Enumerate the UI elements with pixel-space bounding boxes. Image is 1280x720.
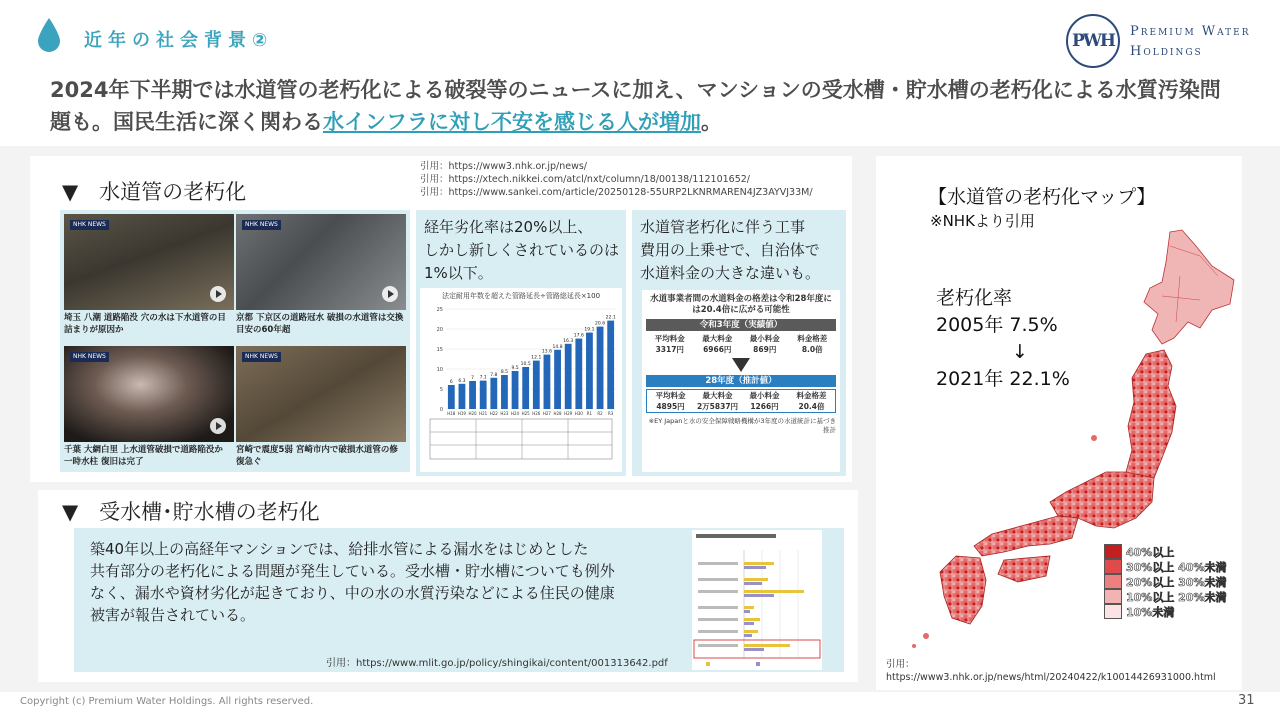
x-tick-label: H18 bbox=[447, 411, 456, 416]
legend-swatch bbox=[1104, 574, 1122, 589]
bar bbox=[459, 384, 466, 409]
tanks-reference: 引用：https://www.mlit.go.jp/policy/shingikai/content/001313642.pdf bbox=[326, 658, 668, 669]
aging-rate-summary: 老朽化率 2005年 7.5% ↓ 2021年 22.1% bbox=[936, 287, 1070, 390]
chart-sub-table bbox=[430, 419, 612, 459]
aging-rate-chart bbox=[420, 288, 622, 472]
r28-label: 28年度（推計値） bbox=[646, 375, 836, 387]
bar bbox=[565, 344, 572, 409]
bar bbox=[575, 339, 582, 409]
aging-rate-text: 経年劣化率は20%以上、 しかし新しくされているのは 1%以下。 bbox=[424, 218, 620, 282]
chart-title: 法定耐用年数を超えた管路延長÷管路総延長×100 bbox=[441, 292, 601, 300]
x-tick-label: H29 bbox=[564, 411, 573, 416]
y-tick-label: 20 bbox=[436, 327, 443, 333]
legend-item bbox=[1104, 544, 1244, 559]
tanks-body: 築40年以上の高経年マンションでは、給排水管による漏水をはじめとした 共有部分の老朽化による問題が発生している。受水槽・貯水槽についても例外 なく、漏水や資材劣化が起きており、中の水の水質汚染などによる住民の健康 被害が報告されている。 bbox=[90, 540, 615, 624]
bar bbox=[490, 378, 497, 409]
tank-chart-graphic bbox=[692, 530, 822, 670]
fee-table-title: 水道事業者間の水道料金の格差は令和28年度には20.4倍に広がる可能性 bbox=[650, 294, 832, 315]
bar-value-label: 12.1 bbox=[531, 355, 542, 361]
down-arrow: ↓ bbox=[1012, 341, 1028, 363]
x-tick-label: H28 bbox=[553, 411, 562, 416]
y-tick-label: 15 bbox=[436, 347, 443, 353]
bar bbox=[597, 327, 604, 409]
legend-item bbox=[1104, 604, 1244, 619]
bar bbox=[512, 371, 519, 409]
water-drop-icon bbox=[38, 18, 60, 52]
x-tick-label: H24 bbox=[511, 411, 520, 416]
x-tick-label: R3 bbox=[608, 411, 614, 416]
x-tick-label: H22 bbox=[489, 411, 498, 416]
shikoku-region bbox=[998, 556, 1050, 582]
y-tick-label: 0 bbox=[439, 407, 443, 413]
news-item bbox=[64, 214, 234, 336]
company-logo bbox=[1066, 14, 1266, 66]
news-item bbox=[64, 346, 234, 468]
bar-value-label: 22.1 bbox=[605, 315, 616, 321]
x-tick-label: H25 bbox=[521, 411, 530, 416]
x-tick-label: H26 bbox=[532, 411, 541, 416]
legend-label: 10%未満 bbox=[1126, 605, 1175, 619]
bar-value-label: 6 bbox=[449, 380, 453, 385]
news-caption: 京都 下京区の道路冠水 破損の水道管は交換目安の60年超 bbox=[236, 313, 404, 335]
bar-value-label: 7.8 bbox=[490, 372, 498, 378]
bar-value-label: 7 bbox=[471, 376, 474, 381]
x-tick-label: H27 bbox=[542, 411, 551, 416]
pipes-references: 引用：https://www3.nhk.or.jp/news/ 引用：https://xtech.nikkei.com/atcl/nxt/column/18/00138/112101652/ 引用：https://www.sankei.com/article/20250128-55URP2LKNRMAREN4JZ3AYVJ33M/ bbox=[420, 161, 813, 198]
bar bbox=[469, 381, 476, 409]
news-caption: 宮崎で震度5弱 宮崎市内で破損水道管の修復急ぐ bbox=[236, 445, 398, 467]
news-thumbnail: NHK NEWS bbox=[236, 346, 406, 442]
copyright: Copyright (c) Premium Water Holdings. All rights reserved. bbox=[20, 696, 314, 707]
bar bbox=[586, 333, 593, 409]
bar-value-label: 13.6 bbox=[541, 349, 552, 355]
headline: 2024年下半期では水道管の老朽化による破裂等のニュースに加え、マンションの受水槽・貯水槽の老朽化による水質汚染問題も。国民生活に深く関わる水インフラに対し不安を感じる人が増加。 bbox=[50, 78, 1221, 134]
news-thumbnail: NHK NEWS bbox=[236, 214, 406, 310]
fee-gap-table bbox=[642, 290, 840, 472]
map-reference: 引用： https://www3.nhk.or.jp/news/html/20240422/k10014426931000.html bbox=[886, 659, 1216, 683]
bar bbox=[554, 350, 561, 409]
bar bbox=[448, 385, 455, 409]
x-tick-label: H20 bbox=[468, 411, 477, 416]
legend-swatch bbox=[1104, 559, 1122, 574]
tank-problem-chart bbox=[692, 530, 822, 670]
legend-label: 40%以上 bbox=[1126, 545, 1175, 559]
kyushu-region bbox=[940, 556, 986, 624]
bar-value-label: 8.5 bbox=[500, 370, 509, 375]
bar bbox=[480, 381, 487, 409]
news-thumbnail: NHK NEWS bbox=[64, 214, 234, 310]
bar-chart-svg bbox=[420, 301, 622, 469]
news-caption: 千葉 大網白里 上水道管破損で道路陥没か 一時水柱 復旧は完了 bbox=[64, 445, 223, 467]
down-arrow-icon bbox=[732, 358, 750, 372]
bar-value-label: 19.1 bbox=[584, 327, 595, 333]
map-subtitle: ※NHKより引用 bbox=[930, 212, 1035, 230]
headline-highlight: 水インフラに対し不安を感じる人が増加 bbox=[323, 110, 701, 134]
logo-text: Premium Water Holdings bbox=[1130, 24, 1251, 59]
r3-table: 平均料金 最大料金 最小料金 料金格差 3317円 6966円 869円 8.0倍 bbox=[654, 334, 828, 354]
bar-value-label: 9.5 bbox=[511, 366, 519, 371]
legend-swatch bbox=[1104, 604, 1122, 619]
bar-value-label: 7.1 bbox=[479, 375, 487, 381]
bar-value-label: 20.6 bbox=[595, 321, 606, 327]
bar-value-label: 17.6 bbox=[573, 333, 584, 339]
x-tick-label: R2 bbox=[597, 411, 603, 416]
bar bbox=[501, 375, 508, 409]
legend-label: 10%以上 20%未満 bbox=[1126, 590, 1227, 604]
legend-label: 30%以上 40%未満 bbox=[1126, 560, 1227, 574]
x-tick-label: H21 bbox=[479, 411, 488, 416]
pipes-heading: ▼ 水道管の老朽化 bbox=[62, 180, 247, 204]
news-caption: 埼玉 八潮 道路陥没 穴の水は下水道管の目詰まりが原因か bbox=[64, 313, 226, 335]
legend-item bbox=[1104, 589, 1244, 604]
map-legend bbox=[1104, 544, 1244, 619]
play-icon[interactable] bbox=[210, 286, 226, 302]
news-item bbox=[236, 346, 406, 468]
page-number: 31 bbox=[1238, 693, 1255, 708]
logo-mark: PWH bbox=[1066, 14, 1120, 68]
kansai-chugoku-region bbox=[974, 516, 1078, 556]
x-tick-label: H19 bbox=[457, 411, 466, 416]
legend-swatch bbox=[1104, 544, 1122, 559]
bar bbox=[522, 367, 529, 409]
bar bbox=[544, 355, 551, 409]
y-tick-label: 25 bbox=[436, 307, 443, 313]
tanks-heading: ▼ 受水槽･貯水槽の老朽化 bbox=[62, 500, 320, 524]
bar-value-label: 14.8 bbox=[552, 344, 563, 350]
fee-gap-text: 水道管老朽化に伴う工事 費用の上乗せで、自治体で 水道料金の大きな違いも。 bbox=[640, 218, 821, 282]
bar-value-label: 16.3 bbox=[563, 338, 574, 344]
news-item bbox=[236, 214, 406, 336]
hokkaido-region bbox=[1144, 230, 1234, 344]
x-tick-label: R1 bbox=[586, 411, 593, 416]
fee-table-note: ※EY Japanと水の安全保障戦略機構が3年度の水道統計に基づき推計 bbox=[648, 417, 836, 434]
news-thumbnail: NHK NEWS bbox=[64, 346, 234, 442]
bar bbox=[607, 321, 614, 409]
tohoku-region bbox=[1126, 350, 1176, 484]
x-tick-label: H23 bbox=[500, 411, 509, 416]
map-title: 【水道管の老朽化マップ】 bbox=[928, 186, 1156, 208]
bar-value-label: 10.5 bbox=[520, 362, 531, 367]
x-tick-label: H30 bbox=[574, 411, 583, 416]
news-grid bbox=[60, 210, 410, 472]
bar bbox=[533, 361, 540, 409]
legend-label: 20%以上 30%未満 bbox=[1126, 575, 1227, 589]
legend-item bbox=[1104, 559, 1244, 574]
y-tick-label: 5 bbox=[439, 387, 443, 393]
legend-swatch bbox=[1104, 589, 1122, 604]
play-icon[interactable] bbox=[210, 418, 226, 434]
y-tick-label: 10 bbox=[436, 367, 443, 373]
r28-table: 平均料金 最大料金 最小料金 料金格差 4895円 2万5837円 1266円 20.4倍 bbox=[646, 389, 836, 413]
r3-label: 令和3年度（実績値） bbox=[646, 319, 836, 331]
section-title: 近年の社会背景② bbox=[84, 30, 274, 51]
bar-value-label: 6.3 bbox=[458, 378, 466, 384]
play-icon[interactable] bbox=[382, 286, 398, 302]
legend-item bbox=[1104, 574, 1244, 589]
